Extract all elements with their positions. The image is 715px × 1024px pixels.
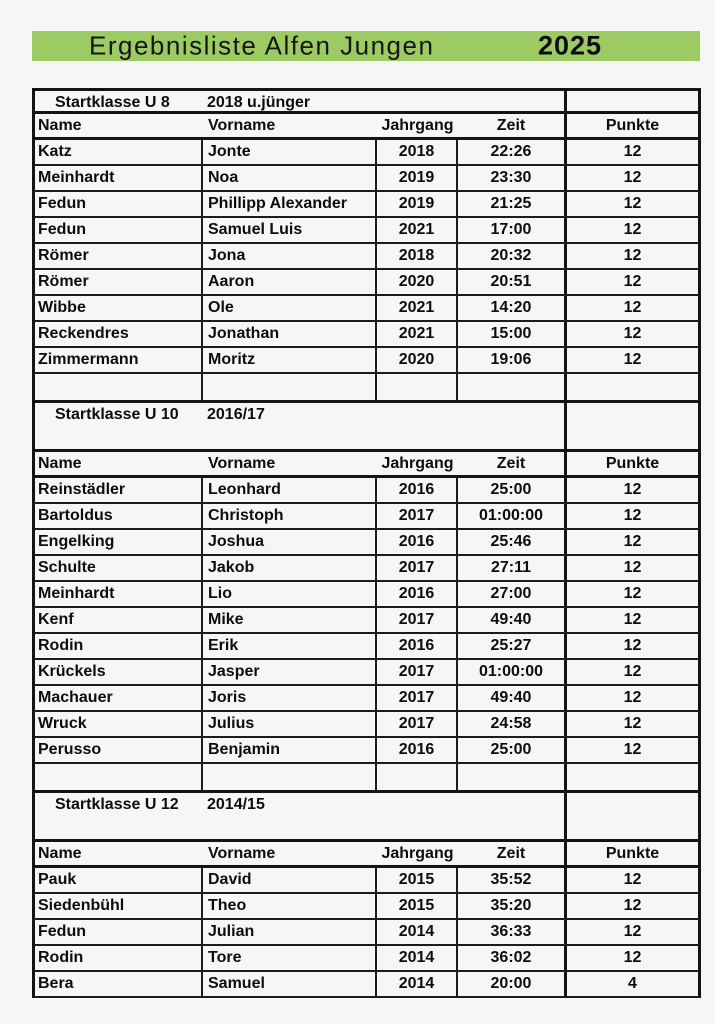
cell-punkte: 12 [623, 923, 642, 940]
cell-punkte: 12 [623, 559, 642, 576]
cell-punkte: 12 [623, 715, 642, 732]
cell-name: Bera [35, 972, 203, 996]
cell-punkte: 12 [623, 481, 642, 498]
cell-vorname: Jakob [203, 556, 377, 580]
table-row [32, 894, 701, 920]
cell-name: Römer [35, 244, 203, 268]
cell-zeit: 27:11 [458, 556, 567, 580]
title-banner [32, 31, 700, 61]
cell-punkte: 12 [623, 689, 642, 706]
cell-punkte: 12 [623, 221, 642, 238]
cell-zeit: 36:02 [458, 946, 567, 970]
cell-punkte: 12 [623, 533, 642, 550]
cell-punkte: 12 [623, 611, 642, 628]
cell-vorname: Tore [203, 946, 377, 970]
cell-zeit: 49:40 [458, 686, 567, 710]
table-row [32, 296, 701, 322]
cell-zeit: 14:20 [458, 296, 567, 320]
section-band [32, 88, 701, 114]
cell-punkte [567, 764, 698, 790]
cell-jahrgang: 2014 [377, 946, 458, 970]
cell-punkte: 12 [623, 299, 642, 316]
cell-punkte: 12 [623, 195, 642, 212]
cell-vorname [203, 764, 377, 790]
cell-punkte: 12 [623, 637, 642, 654]
table-row [32, 712, 701, 738]
table-row [32, 634, 701, 660]
table-row [32, 686, 701, 712]
section-subtitle: 2018 u.jünger [207, 94, 311, 111]
cell-name: Rodin [35, 946, 203, 970]
table-row [32, 530, 701, 556]
cell-name: Wibbe [35, 296, 203, 320]
cell-zeit: 01:00:00 [458, 504, 567, 528]
result-section [32, 88, 701, 400]
section-title: Startklasse U 10 [55, 406, 179, 423]
cell-name: Meinhardt [35, 166, 203, 190]
table-row [32, 660, 701, 686]
section-title: Startklasse U 8 [55, 94, 170, 111]
cell-vorname: Samuel Luis [203, 218, 377, 242]
cell-name: Machauer [35, 686, 203, 710]
column-header-name: Name [38, 116, 82, 134]
cell-vorname: Benjamin [203, 738, 377, 762]
cell-jahrgang: 2016 [377, 530, 458, 554]
cell-zeit: 22:26 [458, 140, 567, 164]
cell-name [35, 764, 203, 790]
table-row [32, 348, 701, 374]
cell-vorname: David [203, 868, 377, 892]
cell-zeit: 24:58 [458, 712, 567, 736]
cell-vorname: Julian [203, 920, 377, 944]
cell-zeit: 36:33 [458, 920, 567, 944]
cell-vorname: Joshua [203, 530, 377, 554]
cell-zeit: 15:00 [458, 322, 567, 346]
table-row [32, 140, 701, 166]
column-header-jahrgang: Jahrgang [381, 454, 454, 472]
cell-zeit: 20:51 [458, 270, 567, 294]
cell-vorname: Joris [203, 686, 377, 710]
cell-punkte: 12 [623, 247, 642, 264]
table-row [32, 738, 701, 764]
column-header-row [32, 452, 701, 478]
column-header-zeit: Zeit [458, 452, 567, 475]
cell-vorname [203, 374, 377, 400]
cell-name: Wruck [35, 712, 203, 736]
column-header-name: Name [38, 454, 82, 472]
cell-vorname: Christoph [203, 504, 377, 528]
cell-jahrgang: 2017 [377, 686, 458, 710]
cell-name: Zimmermann [35, 348, 203, 372]
result-section [32, 400, 701, 790]
cell-jahrgang: 2019 [377, 166, 458, 190]
cell-jahrgang [377, 374, 458, 400]
cell-punkte: 12 [623, 949, 642, 966]
cell-zeit: 20:00 [458, 972, 567, 996]
cell-jahrgang [377, 764, 458, 790]
cell-punkte [567, 374, 698, 400]
section-band [32, 790, 701, 842]
cell-name: Engelking [35, 530, 203, 554]
cell-name: Fedun [35, 920, 203, 944]
cell-jahrgang: 2018 [377, 244, 458, 268]
cell-name: Meinhardt [35, 582, 203, 606]
cell-vorname: Jonte [203, 140, 377, 164]
column-header-zeit: Zeit [458, 114, 567, 137]
table-row [32, 608, 701, 634]
table-row [32, 270, 701, 296]
cell-name: Krückels [35, 660, 203, 684]
cell-zeit: 01:00:00 [458, 660, 567, 684]
cell-vorname: Moritz [203, 348, 377, 372]
cell-jahrgang: 2019 [377, 192, 458, 216]
column-header-punkte: Punkte [605, 844, 660, 862]
column-header-vorname: Vorname [208, 116, 276, 134]
cell-zeit: 25:00 [458, 478, 567, 502]
column-header-zeit: Zeit [458, 842, 567, 865]
cell-name: Bartoldus [35, 504, 203, 528]
cell-vorname: Theo [203, 894, 377, 918]
column-header-jahrgang: Jahrgang [381, 116, 454, 134]
table-row [32, 166, 701, 192]
cell-name: Perusso [35, 738, 203, 762]
cell-vorname: Ole [203, 296, 377, 320]
section-subtitle: 2014/15 [207, 796, 265, 813]
cell-vorname: Leonhard [203, 478, 377, 502]
cell-vorname: Erik [203, 634, 377, 658]
table-row [32, 920, 701, 946]
cell-name: Fedun [35, 192, 203, 216]
column-header-row [32, 114, 701, 140]
cell-jahrgang: 2017 [377, 660, 458, 684]
cell-punkte: 12 [623, 351, 642, 368]
column-header-name: Name [38, 844, 82, 862]
cell-zeit: 35:20 [458, 894, 567, 918]
table-row [32, 946, 701, 972]
section-title: Startklasse U 12 [55, 796, 179, 813]
cell-jahrgang: 2017 [377, 556, 458, 580]
cell-jahrgang: 2014 [377, 972, 458, 996]
cell-vorname: Julius [203, 712, 377, 736]
cell-name: Reinstädler [35, 478, 203, 502]
cell-punkte: 4 [628, 975, 637, 992]
cell-vorname: Mike [203, 608, 377, 632]
column-header-vorname: Vorname [208, 454, 276, 472]
cell-punkte: 12 [623, 507, 642, 524]
table-row [32, 556, 701, 582]
cell-zeit: 25:46 [458, 530, 567, 554]
spacer-row [32, 764, 701, 790]
cell-punkte: 12 [623, 169, 642, 186]
cell-vorname: Aaron [203, 270, 377, 294]
cell-zeit: 25:00 [458, 738, 567, 762]
results-tables [32, 88, 701, 998]
table-row [32, 504, 701, 530]
column-header-punkte: Punkte [605, 454, 660, 472]
table-row [32, 192, 701, 218]
cell-punkte: 12 [623, 871, 642, 888]
cell-name: Rodin [35, 634, 203, 658]
cell-zeit [458, 374, 567, 400]
column-header-vorname: Vorname [208, 844, 276, 862]
cell-jahrgang: 2015 [377, 894, 458, 918]
cell-jahrgang: 2016 [377, 582, 458, 606]
cell-name [35, 374, 203, 400]
band-punkte-box [564, 91, 698, 111]
cell-zeit: 23:30 [458, 166, 567, 190]
cell-jahrgang: 2021 [377, 218, 458, 242]
table-row [32, 582, 701, 608]
table-row [32, 322, 701, 348]
page-title: Ergebnisliste Alfen Jungen [89, 30, 435, 61]
cell-name: Katz [35, 140, 203, 164]
cell-zeit: 27:00 [458, 582, 567, 606]
cell-jahrgang: 2021 [377, 296, 458, 320]
cell-zeit: 17:00 [458, 218, 567, 242]
cell-name: Pauk [35, 868, 203, 892]
cell-zeit [458, 764, 567, 790]
cell-punkte: 12 [623, 143, 642, 160]
cell-vorname: Noa [203, 166, 377, 190]
cell-name: Kenf [35, 608, 203, 632]
cell-vorname: Phillipp Alexander [203, 192, 377, 216]
cell-jahrgang: 2021 [377, 322, 458, 346]
cell-jahrgang: 2016 [377, 634, 458, 658]
cell-jahrgang: 2018 [377, 140, 458, 164]
cell-name: Römer [35, 270, 203, 294]
cell-zeit: 35:52 [458, 868, 567, 892]
cell-jahrgang: 2017 [377, 504, 458, 528]
cell-punkte: 12 [623, 741, 642, 758]
cell-punkte: 12 [623, 273, 642, 290]
cell-zeit: 25:27 [458, 634, 567, 658]
page-year: 2025 [538, 30, 603, 61]
cell-vorname: Jonathan [203, 322, 377, 346]
band-punkte-box [564, 403, 698, 449]
cell-zeit: 20:32 [458, 244, 567, 268]
section-subtitle: 2016/17 [207, 406, 265, 423]
column-header-row [32, 842, 701, 868]
cell-jahrgang: 2016 [377, 738, 458, 762]
section-band [32, 400, 701, 452]
cell-jahrgang: 2016 [377, 478, 458, 502]
cell-jahrgang: 2015 [377, 868, 458, 892]
cell-jahrgang: 2014 [377, 920, 458, 944]
spacer-row [32, 374, 701, 400]
cell-name: Siedenbühl [35, 894, 203, 918]
table-row [32, 868, 701, 894]
cell-vorname: Jasper [203, 660, 377, 684]
cell-jahrgang: 2020 [377, 348, 458, 372]
cell-vorname: Lio [203, 582, 377, 606]
cell-zeit: 49:40 [458, 608, 567, 632]
cell-vorname: Samuel [203, 972, 377, 996]
cell-name: Reckendres [35, 322, 203, 346]
cell-name: Fedun [35, 218, 203, 242]
column-header-punkte: Punkte [605, 116, 660, 134]
cell-zeit: 19:06 [458, 348, 567, 372]
cell-zeit: 21:25 [458, 192, 567, 216]
cell-jahrgang: 2017 [377, 712, 458, 736]
table-row [32, 972, 701, 998]
cell-punkte: 12 [623, 585, 642, 602]
cell-jahrgang: 2020 [377, 270, 458, 294]
table-row [32, 478, 701, 504]
table-row [32, 218, 701, 244]
cell-name: Schulte [35, 556, 203, 580]
cell-punkte: 12 [623, 325, 642, 342]
cell-vorname: Jona [203, 244, 377, 268]
cell-punkte: 12 [623, 663, 642, 680]
table-row [32, 244, 701, 270]
cell-jahrgang: 2017 [377, 608, 458, 632]
result-section [32, 790, 701, 998]
column-header-jahrgang: Jahrgang [381, 844, 454, 862]
cell-punkte: 12 [623, 897, 642, 914]
band-punkte-box [564, 793, 698, 839]
